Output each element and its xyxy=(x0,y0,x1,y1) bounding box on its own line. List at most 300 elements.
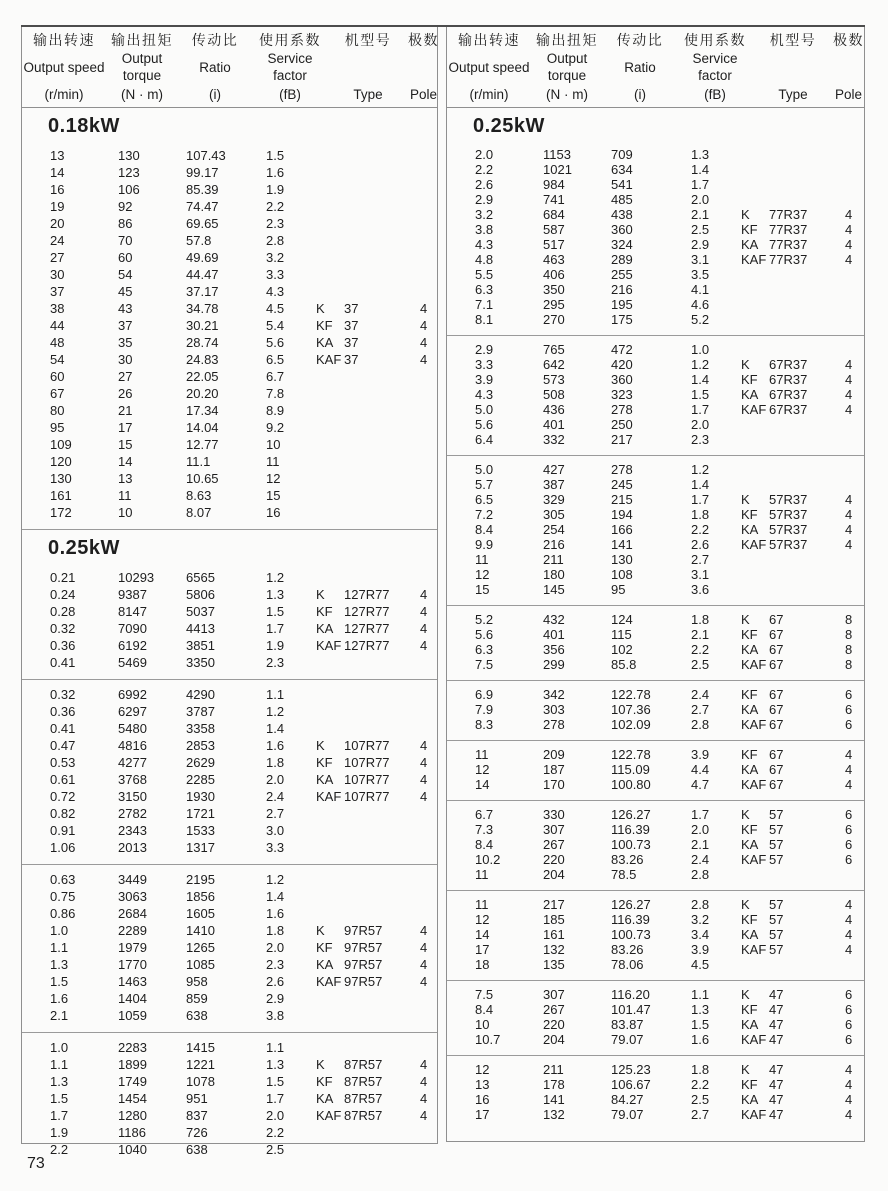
output-speed-cell: 1.1 xyxy=(50,940,69,955)
type-model: 47 xyxy=(769,1077,784,1092)
ratio-cell: 85.39 xyxy=(186,182,219,197)
type-model: 87R57 xyxy=(344,1074,383,1089)
type-cell xyxy=(741,612,837,627)
pole-cell xyxy=(412,249,437,266)
output-speed-cell: 9.9 xyxy=(475,537,494,552)
ratio-cell: 100.73 xyxy=(611,837,651,852)
ratio-cell: 17.34 xyxy=(186,403,219,418)
table-header xyxy=(447,27,864,108)
service-factor-cell: 1.5 xyxy=(691,1017,710,1032)
output-torque-cell: 8147 xyxy=(118,604,147,619)
spec-row xyxy=(22,686,437,703)
output-torque-cell: 432 xyxy=(543,612,565,627)
service-factor-cell: 1.3 xyxy=(266,587,285,602)
service-factor-cell: 2.7 xyxy=(266,806,285,821)
ratio-cell: 126.27 xyxy=(611,897,651,912)
output-speed-cell: 48 xyxy=(50,335,65,350)
header-zh: 输出扭矩 xyxy=(536,32,598,48)
header-unit: (fB) xyxy=(704,86,726,102)
pole-cell xyxy=(837,417,864,432)
type-model: 57R37 xyxy=(769,492,808,507)
pole-cell xyxy=(412,181,437,198)
ratio-cell: 100.73 xyxy=(611,927,651,942)
column-header-ratio xyxy=(603,32,677,103)
ratio-cell: 122.78 xyxy=(611,747,651,762)
ratio-cell: 638 xyxy=(186,1008,208,1023)
type-cell xyxy=(741,942,837,957)
output-torque-cell: 350 xyxy=(543,282,565,297)
pole-cell xyxy=(412,1124,437,1141)
type-cell xyxy=(741,1092,837,1107)
ratio-cell: 1078 xyxy=(186,1074,215,1089)
spec-row xyxy=(22,839,437,856)
service-factor-cell: 3.8 xyxy=(266,1008,285,1023)
spec-row xyxy=(447,282,864,297)
service-factor-cell: 2.8 xyxy=(266,233,285,248)
header-zh: 机型号 xyxy=(344,32,392,48)
spec-row xyxy=(447,1017,864,1032)
spec-row xyxy=(22,470,437,487)
spec-row xyxy=(447,312,864,327)
type-cell xyxy=(741,282,837,297)
type-cell xyxy=(316,385,412,402)
pole-cell: 4 xyxy=(420,638,428,653)
type-cell xyxy=(741,402,837,417)
spec-group xyxy=(447,680,864,740)
type-cell xyxy=(741,897,837,912)
pole-cell xyxy=(412,686,437,703)
type-cell xyxy=(741,777,837,792)
service-factor-cell: 2.5 xyxy=(266,1142,285,1157)
output-speed-cell: 17 xyxy=(475,1107,490,1122)
output-speed-cell: 5.6 xyxy=(475,627,494,642)
service-factor-cell: 2.0 xyxy=(266,772,285,787)
output-torque-cell: 463 xyxy=(543,252,565,267)
type-cell xyxy=(316,956,412,973)
spec-row xyxy=(22,249,437,266)
pole-cell: 8 xyxy=(845,657,853,672)
type-cell xyxy=(316,1141,412,1158)
type-cell xyxy=(316,939,412,956)
type-prefix: KF xyxy=(316,755,333,770)
output-speed-cell: 3.3 xyxy=(475,357,494,372)
pole-cell xyxy=(837,867,864,882)
type-prefix: KAF xyxy=(741,402,767,417)
spec-group xyxy=(447,800,864,890)
spec-row xyxy=(22,788,437,805)
service-factor-cell: 2.6 xyxy=(266,974,285,989)
type-cell xyxy=(741,342,837,357)
type-cell xyxy=(316,487,412,504)
pole-cell: 6 xyxy=(845,837,853,852)
type-model: 57 xyxy=(769,912,784,927)
header-unit: (fB) xyxy=(279,86,301,102)
ratio-cell: 11.1 xyxy=(186,454,211,469)
pole-cell xyxy=(412,164,437,181)
type-cell xyxy=(316,1073,412,1090)
ratio-cell: 726 xyxy=(186,1125,208,1140)
output-torque-cell: 217 xyxy=(543,897,565,912)
output-speed-cell: 0.75 xyxy=(50,889,76,904)
pole-cell: 4 xyxy=(845,207,853,222)
type-cell xyxy=(741,522,837,537)
type-cell xyxy=(316,871,412,888)
pole-cell: 6 xyxy=(845,687,853,702)
spec-row xyxy=(22,1056,437,1073)
ratio-cell: 1605 xyxy=(186,906,215,921)
ratio-cell: 175 xyxy=(611,312,633,327)
service-factor-cell: 3.9 xyxy=(691,747,710,762)
type-prefix: KAF xyxy=(741,777,767,792)
output-speed-cell: 11 xyxy=(475,897,489,912)
output-speed-cell: 0.41 xyxy=(50,721,76,736)
type-prefix: KA xyxy=(316,772,334,787)
service-factor-cell: 3.0 xyxy=(266,823,285,838)
service-factor-cell: 1.9 xyxy=(266,182,285,197)
service-factor-cell: 1.1 xyxy=(266,687,285,702)
output-speed-cell: 13 xyxy=(475,1077,490,1092)
pole-cell: 4 xyxy=(420,621,428,636)
type-prefix: K xyxy=(741,987,750,1002)
type-prefix: K xyxy=(741,357,750,372)
header-zh: 输出扭矩 xyxy=(111,32,173,48)
output-speed-cell: 5.0 xyxy=(475,402,494,417)
output-speed-cell: 7.2 xyxy=(475,507,494,522)
type-prefix: KF xyxy=(741,507,758,522)
spec-row xyxy=(447,1002,864,1017)
type-cell xyxy=(316,686,412,703)
output-speed-cell: 8.3 xyxy=(475,717,494,732)
type-cell xyxy=(316,317,412,334)
service-factor-cell: 2.8 xyxy=(691,717,710,732)
pole-cell: 4 xyxy=(420,301,428,316)
spec-group xyxy=(447,980,864,1055)
spec-row xyxy=(22,283,437,300)
ratio-cell: 255 xyxy=(611,267,633,282)
spec-row xyxy=(22,385,437,402)
column-header-output-speed xyxy=(447,32,531,103)
pole-cell xyxy=(412,703,437,720)
ratio-cell: 24.83 xyxy=(186,352,219,367)
spec-row xyxy=(447,192,864,207)
header-en: Output torque xyxy=(121,51,163,83)
type-cell xyxy=(316,888,412,905)
ratio-cell: 116.20 xyxy=(611,987,650,1002)
type-cell xyxy=(741,252,837,267)
page-number: 73 xyxy=(27,1155,45,1172)
spec-row xyxy=(447,807,864,822)
pole-cell xyxy=(412,1141,437,1158)
service-factor-cell: 1.4 xyxy=(266,721,285,736)
pole-cell: 4 xyxy=(845,747,853,762)
pole-cell xyxy=(837,282,864,297)
pole-cell: 4 xyxy=(845,222,853,237)
type-cell xyxy=(741,627,837,642)
pole-cell: 4 xyxy=(420,789,428,804)
table-header xyxy=(22,27,437,108)
output-torque-cell: 70 xyxy=(118,233,133,248)
type-cell xyxy=(741,1107,837,1122)
spec-group xyxy=(22,679,437,864)
spec-row xyxy=(447,417,864,432)
pole-cell: 4 xyxy=(420,604,428,619)
spec-row xyxy=(447,987,864,1002)
ratio-cell: 115 xyxy=(611,627,632,642)
output-speed-cell: 0.32 xyxy=(50,621,76,636)
service-factor-cell: 1.8 xyxy=(691,1062,710,1077)
output-speed-cell: 16 xyxy=(50,182,65,197)
service-factor-cell: 2.3 xyxy=(266,216,285,231)
spec-row xyxy=(447,747,864,762)
column-header-service-factor xyxy=(677,32,753,103)
spec-row xyxy=(22,215,437,232)
ratio-cell: 485 xyxy=(611,192,633,207)
service-factor-cell: 1.8 xyxy=(691,612,710,627)
ratio-cell: 95 xyxy=(611,582,626,597)
output-torque-cell: 6992 xyxy=(118,687,147,702)
output-speed-cell: 4.8 xyxy=(475,252,494,267)
type-cell xyxy=(316,453,412,470)
service-factor-cell: 2.9 xyxy=(266,991,285,1006)
spec-row xyxy=(447,252,864,267)
spec-row xyxy=(22,453,437,470)
spec-row xyxy=(447,867,864,882)
output-torque-cell: 106 xyxy=(118,182,140,197)
service-factor-cell: 2.4 xyxy=(691,687,710,702)
pole-cell xyxy=(837,177,864,192)
output-speed-cell: 0.61 xyxy=(50,772,76,787)
type-cell xyxy=(741,237,837,252)
type-model: 77R37 xyxy=(769,222,808,237)
header-en: Type xyxy=(778,86,808,102)
section-title: 0.18kW xyxy=(48,115,120,137)
service-factor-cell: 1.7 xyxy=(691,177,710,192)
header-en: Pole xyxy=(409,86,438,102)
type-prefix: KF xyxy=(741,372,758,387)
pole-cell xyxy=(412,470,437,487)
column-header-output-speed xyxy=(22,32,106,103)
output-speed-cell: 0.63 xyxy=(50,872,76,887)
type-cell xyxy=(316,351,412,368)
type-prefix: K xyxy=(741,492,750,507)
pole-cell: 4 xyxy=(845,762,853,777)
pole-cell: 6 xyxy=(845,822,853,837)
output-speed-cell: 2.1 xyxy=(50,1008,69,1023)
type-cell xyxy=(316,419,412,436)
header-en: Pole xyxy=(834,86,863,102)
pole-cell xyxy=(412,720,437,737)
pole-cell: 4 xyxy=(845,522,853,537)
output-speed-cell: 8.4 xyxy=(475,1002,494,1017)
output-torque-cell: 9387 xyxy=(118,587,147,602)
output-torque-cell: 295 xyxy=(543,297,565,312)
pole-cell: 6 xyxy=(845,717,853,732)
spec-row xyxy=(447,297,864,312)
output-torque-cell: 307 xyxy=(543,987,565,1002)
type-model: 57R37 xyxy=(769,507,808,522)
output-speed-cell: 7.1 xyxy=(475,297,494,312)
output-speed-cell: 1.0 xyxy=(50,1040,69,1055)
service-factor-cell: 1.2 xyxy=(691,462,710,477)
spec-row xyxy=(22,181,437,198)
ratio-cell: 69.65 xyxy=(186,216,219,231)
spec-row xyxy=(447,267,864,282)
header-unit: (N · m) xyxy=(121,86,163,102)
output-torque-cell: 37 xyxy=(118,318,133,333)
type-model: 57 xyxy=(769,942,784,957)
ratio-cell: 951 xyxy=(186,1091,208,1106)
output-speed-cell: 5.7 xyxy=(475,477,494,492)
ratio-cell: 250 xyxy=(611,417,633,432)
type-cell xyxy=(741,702,837,717)
service-factor-cell: 2.6 xyxy=(691,537,710,552)
output-speed-cell: 0.91 xyxy=(50,823,76,838)
pole-cell: 4 xyxy=(845,252,853,267)
output-torque-cell: 170 xyxy=(543,777,565,792)
service-factor-cell: 9.2 xyxy=(266,420,285,435)
pole-cell xyxy=(412,385,437,402)
type-cell xyxy=(741,957,837,972)
type-model: 127R77 xyxy=(344,638,390,653)
type-model: 127R77 xyxy=(344,587,390,602)
output-torque-cell: 220 xyxy=(543,852,565,867)
ratio-cell: 638 xyxy=(186,1142,208,1157)
type-prefix: KF xyxy=(741,747,758,762)
type-cell xyxy=(316,569,412,586)
output-torque-cell: 1979 xyxy=(118,940,147,955)
spec-row xyxy=(22,973,437,990)
spec-row xyxy=(447,342,864,357)
type-prefix: KF xyxy=(316,318,333,333)
type-cell xyxy=(741,537,837,552)
service-factor-cell: 8.9 xyxy=(266,403,285,418)
ratio-cell: 2195 xyxy=(186,872,215,887)
output-torque-cell: 204 xyxy=(543,867,565,882)
spec-row xyxy=(447,612,864,627)
output-torque-cell: 299 xyxy=(543,657,565,672)
output-torque-cell: 3768 xyxy=(118,772,147,787)
output-speed-cell: 1.7 xyxy=(50,1108,69,1123)
output-torque-cell: 14 xyxy=(118,454,133,469)
ratio-cell: 324 xyxy=(611,237,633,252)
type-model: 97R57 xyxy=(344,974,383,989)
pole-cell xyxy=(412,1007,437,1024)
output-speed-cell: 3.8 xyxy=(475,222,494,237)
spec-row xyxy=(447,927,864,942)
ratio-cell: 278 xyxy=(611,462,633,477)
output-speed-cell: 10.7 xyxy=(475,1032,501,1047)
type-prefix: KAF xyxy=(316,1108,342,1123)
service-factor-cell: 2.0 xyxy=(266,1108,285,1123)
service-factor-cell: 2.5 xyxy=(691,222,710,237)
type-cell xyxy=(316,147,412,164)
ratio-cell: 124 xyxy=(611,612,633,627)
service-factor-cell: 1.5 xyxy=(266,1074,285,1089)
spec-row xyxy=(447,642,864,657)
header-en: Output speed xyxy=(23,59,105,75)
header-en: Output torque xyxy=(546,51,588,83)
output-torque-cell: 211 xyxy=(543,1062,564,1077)
section-title: 0.25kW xyxy=(473,115,545,137)
ratio-cell: 438 xyxy=(611,207,633,222)
output-torque-cell: 178 xyxy=(543,1077,565,1092)
type-cell xyxy=(316,1124,412,1141)
output-torque-cell: 209 xyxy=(543,747,565,762)
output-speed-cell: 12 xyxy=(475,762,490,777)
output-torque-cell: 211 xyxy=(543,552,564,567)
service-factor-cell: 3.3 xyxy=(266,267,285,282)
ratio-cell: 106.67 xyxy=(611,1077,651,1092)
header-zh: 输出转速 xyxy=(33,32,95,48)
ratio-cell: 216 xyxy=(611,282,633,297)
ratio-cell: 420 xyxy=(611,357,633,372)
spec-row xyxy=(22,871,437,888)
service-factor-cell: 1.6 xyxy=(266,906,285,921)
type-cell xyxy=(741,147,837,162)
spec-row xyxy=(447,372,864,387)
ratio-cell: 4290 xyxy=(186,687,215,702)
output-torque-cell: 216 xyxy=(543,537,565,552)
output-torque-cell: 10 xyxy=(118,505,133,520)
output-speed-cell: 5.0 xyxy=(475,462,494,477)
service-factor-cell: 1.2 xyxy=(266,704,285,719)
service-factor-cell: 2.7 xyxy=(691,1107,710,1122)
output-speed-cell: 8.4 xyxy=(475,522,494,537)
service-factor-cell: 15 xyxy=(266,488,281,503)
type-model: 67 xyxy=(769,717,784,732)
type-prefix: KA xyxy=(316,621,334,636)
type-cell xyxy=(316,805,412,822)
type-cell xyxy=(741,1062,837,1077)
header-en: Ratio xyxy=(624,59,656,75)
spec-row xyxy=(447,897,864,912)
ratio-cell: 130 xyxy=(611,552,633,567)
type-model: 97R57 xyxy=(344,957,383,972)
spec-row xyxy=(22,703,437,720)
spec-row xyxy=(22,317,437,334)
type-prefix: KAF xyxy=(741,537,767,552)
output-speed-cell: 2.9 xyxy=(475,192,494,207)
type-model: 107R77 xyxy=(344,755,390,770)
service-factor-cell: 2.3 xyxy=(266,655,285,670)
service-factor-cell: 2.2 xyxy=(691,1077,710,1092)
column-header-pole xyxy=(833,32,864,103)
output-torque-cell: 187 xyxy=(543,762,565,777)
pole-cell: 6 xyxy=(845,852,853,867)
output-speed-cell: 38 xyxy=(50,301,65,316)
spec-row xyxy=(22,805,437,822)
output-speed-cell: 7.3 xyxy=(475,822,494,837)
output-torque-cell: 267 xyxy=(543,1002,565,1017)
type-model: 97R57 xyxy=(344,940,383,955)
spec-row xyxy=(22,956,437,973)
spec-row xyxy=(22,164,437,181)
spec-row xyxy=(447,552,864,567)
spec-row xyxy=(447,1032,864,1047)
ratio-cell: 1317 xyxy=(186,840,215,855)
service-factor-cell: 1.5 xyxy=(691,387,710,402)
spec-row xyxy=(447,177,864,192)
ratio-cell: 125.23 xyxy=(611,1062,651,1077)
type-cell xyxy=(741,507,837,522)
spec-row xyxy=(22,504,437,521)
spec-row xyxy=(22,771,437,788)
service-factor-cell: 1.5 xyxy=(266,148,285,163)
output-speed-cell: 1.5 xyxy=(50,1091,69,1106)
pole-cell: 4 xyxy=(845,507,853,522)
type-cell xyxy=(741,462,837,477)
service-factor-cell: 11 xyxy=(266,454,280,469)
